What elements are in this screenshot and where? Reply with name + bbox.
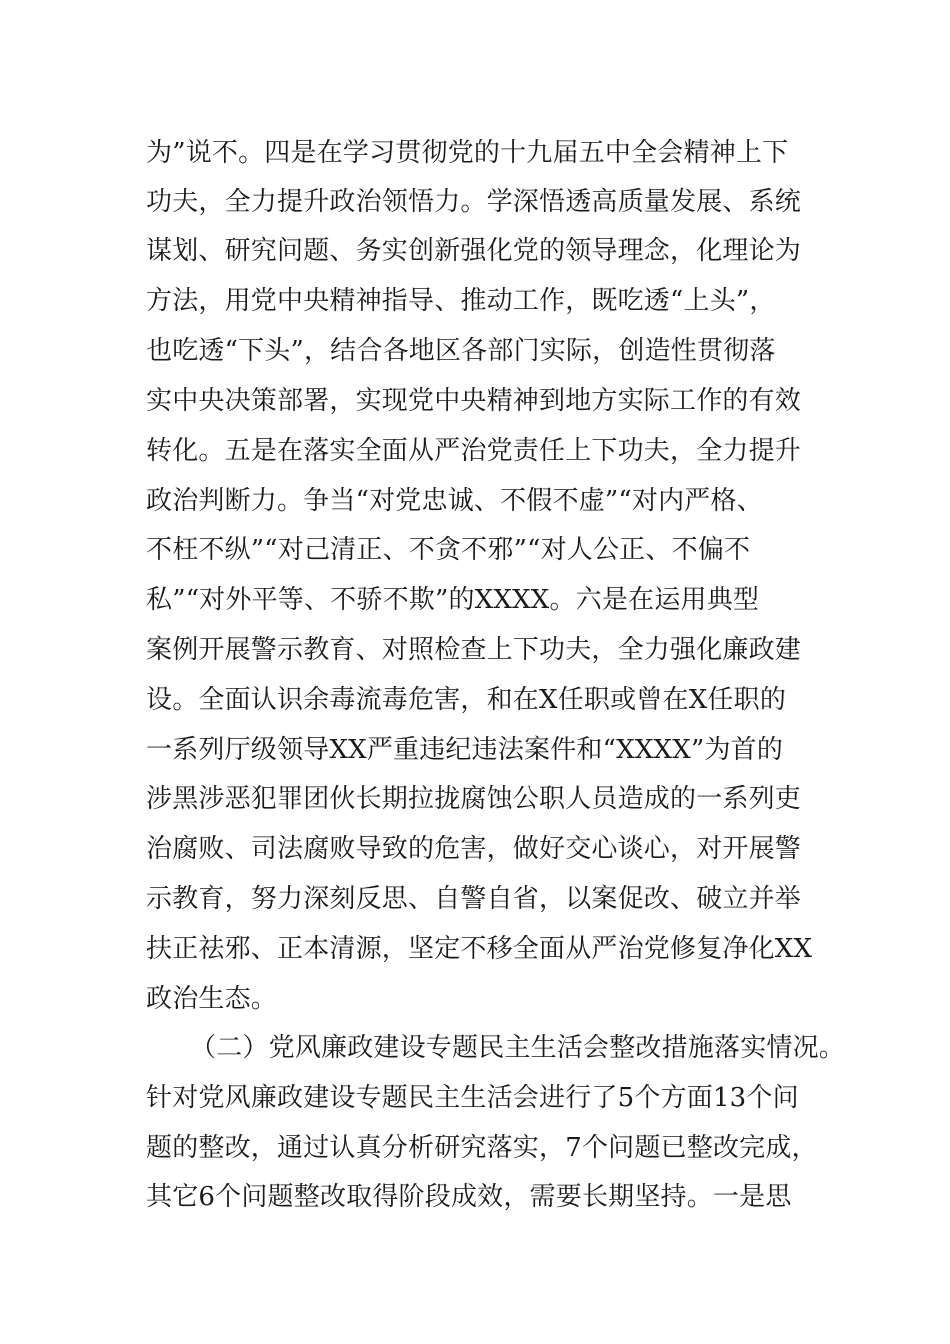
paragraph-line: 治腐败、司法腐败导致的危害，做好交心谈心，对开展警	[146, 834, 802, 864]
paragraph-line: 扶正祛邪、正本清源，坚定不移全面从严治党修复净化XX	[146, 934, 813, 964]
paragraph-line: 涉黑涉恶犯罪团伙长期拉拢腐蚀公职人员造成的一系列吏	[146, 784, 802, 814]
paragraph-line: 也吃透“下头”，结合各地区各部门实际，创造性贯彻落	[146, 336, 776, 366]
paragraph-line: 案例开展警示教育、对照检查上下功夫，全力强化廉政建	[146, 635, 802, 665]
paragraph-line: 转化。五是在落实全面从严治党责任上下功夫，全力提升	[146, 436, 802, 466]
paragraph-line: 不枉不纵”“对己清正、不贪不邪”“对人公正、不偏不	[146, 535, 751, 565]
paragraph-line: 针对党风廉政建设专题民主生活会进行了5个方面13个问	[146, 1083, 799, 1113]
paragraph-line: 示教育，努力深刻反思、自警自省，以案促改、破立并举	[146, 884, 802, 914]
paragraph-line: 题的整改，通过认真分析研究落实，7个问题已整改完成，	[146, 1133, 818, 1163]
section-heading-line: （二）党风廉政建设专题民主生活会整改措施落实情况。	[190, 1033, 846, 1063]
paragraph-line: 功夫，全力提升政治领悟力。学深悟透高质量发展、系统	[146, 187, 802, 217]
paragraph-line: 设。全面认识余毒流毒危害，和在X任职或曾在X任职的	[146, 685, 787, 715]
paragraph-line: 谋划、研究问题、务实创新强化党的领导理念，化理论为	[146, 236, 802, 266]
paragraph-line: 实中央决策部署，实现党中央精神到地方实际工作的有效	[146, 386, 802, 416]
paragraph-line: 方法，用党中央精神指导、推动工作，既吃透“上头”，	[146, 286, 776, 316]
paragraph-line: 一系列厅级领导XX严重违纪违法案件和“XXXX”为首的	[146, 735, 784, 765]
paragraph-line: 政治判断力。争当“对党忠诚、不假不虚”“对内严格、	[146, 486, 763, 516]
paragraph-line: 私”“对外平等、不骄不欺”的XXXX。六是在运用典型	[146, 585, 760, 615]
paragraph-line: 为”说不。四是在学习贯彻党的十九届五中全会精神上下	[146, 138, 789, 168]
paragraph-line: 其它6个问题整改取得阶段成效，需要长期坚持。一是思	[146, 1182, 792, 1212]
paragraph-line: 政治生态。	[146, 984, 278, 1014]
